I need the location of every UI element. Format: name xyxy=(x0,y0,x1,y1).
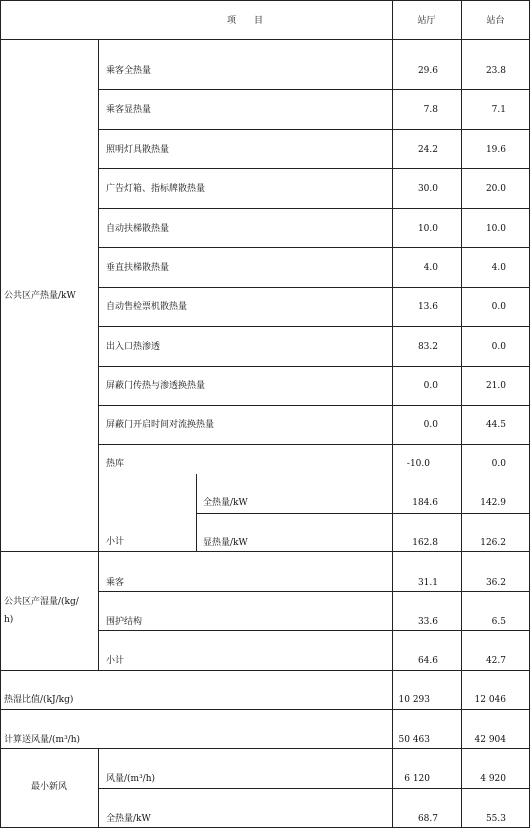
row-hall-value: 83.2 xyxy=(417,342,438,352)
row-name: 屏蔽门开启时间对流换热量 xyxy=(106,420,215,430)
public-heat-label: 公共区产热量/kW xyxy=(4,291,76,301)
fresh-airflow-hall: 6 120 xyxy=(404,774,430,784)
row-hall-value: 30.0 xyxy=(417,184,438,194)
row-platform-value: 0.0 xyxy=(491,302,506,312)
moisture-row-platform: 6.5 xyxy=(491,617,506,627)
row-hall-value: 29.6 xyxy=(417,66,438,76)
row-name: 自动售检票机散热量 xyxy=(106,302,188,312)
row-hall-value: 0.0 xyxy=(423,420,438,430)
row-name: 照明灯具散热量 xyxy=(106,145,170,155)
fresh-airflow-name: 风量/(m³/h) xyxy=(106,774,156,784)
row-hall-value: 7.8 xyxy=(423,105,438,115)
heat-moisture-ratio-platform: 12 046 xyxy=(474,695,506,705)
row-hall-value: 13.6 xyxy=(417,302,438,312)
subtotal-sensible-name: 显热量/kW xyxy=(203,538,248,548)
header-hall: 站厅 xyxy=(417,16,436,26)
row-platform-value: 0.0 xyxy=(491,342,506,352)
row-hall-value: 4.0 xyxy=(423,263,438,273)
row-name: 乘客全热量 xyxy=(106,66,152,76)
public-moisture-label-line2: h) xyxy=(4,615,14,625)
fresh-total-heat-hall: 68.7 xyxy=(417,814,438,824)
row-platform-value: 21.0 xyxy=(485,381,506,391)
row-hall-value: 24.2 xyxy=(417,145,438,155)
moisture-row-platform: 42.7 xyxy=(485,656,506,666)
fresh-total-heat-name: 全热量/kW xyxy=(106,814,151,824)
row-name: 屏蔽门传热与渗透换热量 xyxy=(106,381,206,391)
row-platform-value: 19.6 xyxy=(485,145,506,155)
header-item: 项 目 xyxy=(226,16,263,26)
row-name: 广告灯箱、指标牌散热量 xyxy=(106,184,206,194)
fresh-airflow-platform: 4 920 xyxy=(480,774,506,784)
heat-moisture-ratio-name: 热湿比值/(kJ/kg) xyxy=(4,695,74,705)
heat-storage-hall: -10.0 xyxy=(406,459,430,469)
row-name: 垂直扶梯散热量 xyxy=(106,263,170,273)
moisture-row-hall: 64.6 xyxy=(417,656,438,666)
row-platform-value: 4.0 xyxy=(491,263,506,273)
subtotal-total-name: 全热量/kW xyxy=(203,498,248,508)
moisture-row-hall: 31.1 xyxy=(417,578,438,588)
moisture-row-name: 围护结构 xyxy=(106,617,143,627)
moisture-row-platform: 36.2 xyxy=(485,578,506,588)
row-platform-value: 23.8 xyxy=(485,66,506,76)
row-name: 自动扶梯散热量 xyxy=(106,224,170,234)
subtotal-total-platform: 142.9 xyxy=(480,498,506,508)
subtotal-sensible-hall: 162.8 xyxy=(412,538,438,548)
row-hall-value: 0.0 xyxy=(423,381,438,391)
subtotal-name: 小计 xyxy=(106,537,125,547)
row-platform-value: 20.0 xyxy=(485,184,506,194)
moisture-row-hall: 33.6 xyxy=(417,617,438,627)
heat-moisture-ratio-hall: 10 293 xyxy=(398,695,430,705)
row-platform-value: 44.5 xyxy=(485,420,506,430)
min-fresh-air-label: 最小新风 xyxy=(30,782,67,792)
header-platform: 站台 xyxy=(486,16,505,26)
supply-air-hall: 50 463 xyxy=(398,735,430,745)
moisture-row-name: 小计 xyxy=(106,656,125,666)
subtotal-total-hall: 184.6 xyxy=(412,498,438,508)
subtotal-sensible-platform: 126.2 xyxy=(480,538,506,548)
fresh-total-heat-platform: 55.3 xyxy=(485,814,506,824)
public-moisture-label-line1: 公共区产湿量/(kg/ xyxy=(4,597,79,607)
moisture-row-name: 乘客 xyxy=(106,578,125,588)
row-platform-value: 7.1 xyxy=(491,105,506,115)
row-name: 出入口热渗透 xyxy=(106,342,161,352)
supply-air-name: 计算送风量/(m³/h) xyxy=(4,735,81,745)
heat-storage-platform: 0.0 xyxy=(491,459,506,469)
row-platform-value: 10.0 xyxy=(485,224,506,234)
row-name: 乘客显热量 xyxy=(106,105,152,115)
row-hall-value: 10.0 xyxy=(417,224,438,234)
supply-air-platform: 42 904 xyxy=(474,735,506,745)
heat-storage-name: 热库 xyxy=(106,459,125,469)
